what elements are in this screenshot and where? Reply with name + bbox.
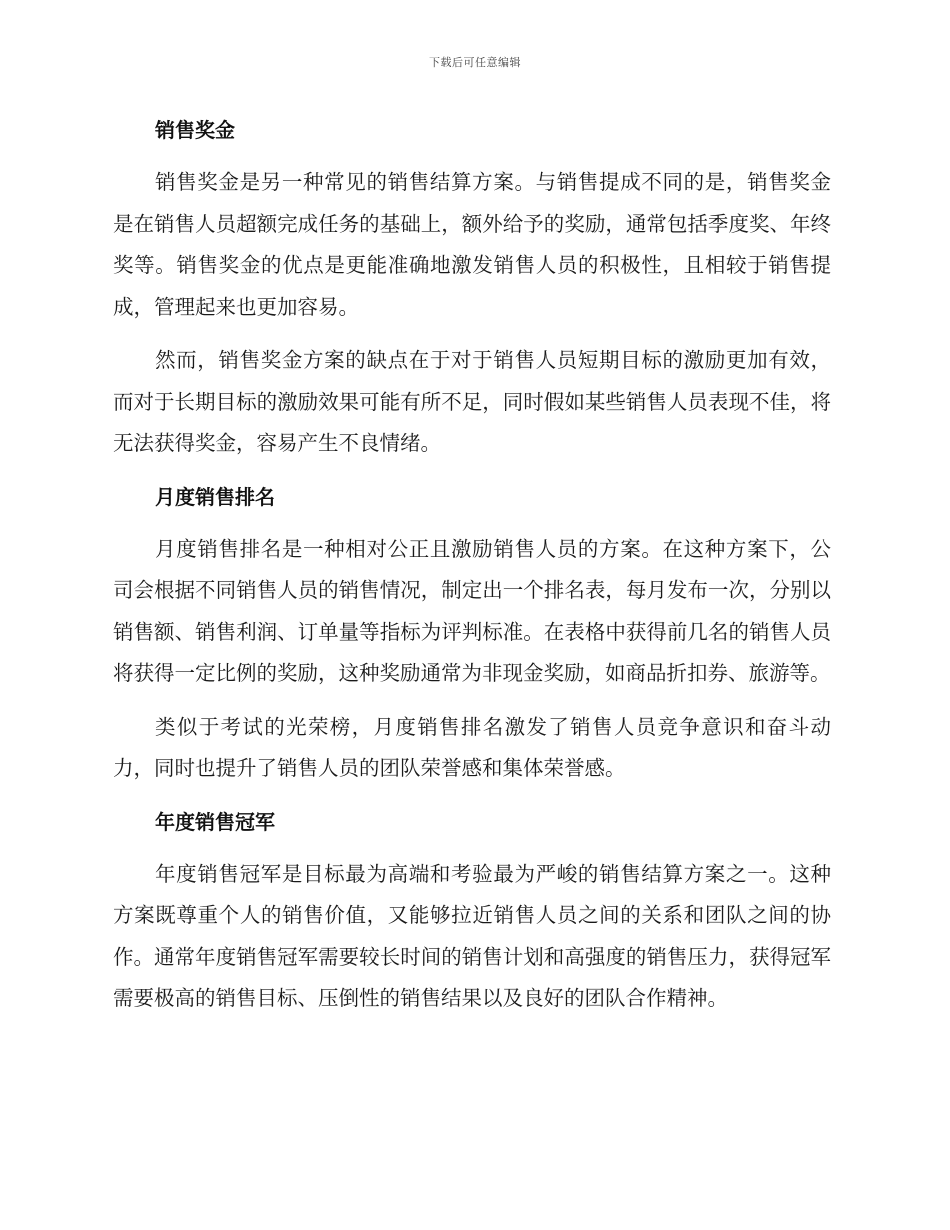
section-heading: 月度销售排名 [155, 484, 275, 509]
paragraph: 销售奖金是另一种常见的销售结算方案。与销售提成不同的是，销售奖金是在销售人员超额完成任务的基础上，额外给予的奖励，通常包括季度奖、年终奖等。销售奖金的优点是更能准确地激发销售人员的积极性，且相较于销售提成，管理起来也更加容易。 [113, 170, 831, 319]
page-header: 下载后可任意编辑 [429, 56, 521, 69]
paragraph: 类似于考试的光荣榜，月度销售排名激发了销售人员竞争意识和奋斗动力，同时也提升了销售人员的团队荣誉感和集体荣誉感。 [113, 714, 831, 780]
section-heading: 销售奖金 [155, 118, 235, 142]
section-monthly-ranking [113, 477, 831, 790]
document-body [113, 110, 831, 1032]
paragraph: 然而，销售奖金方案的缺点在于对于销售人员短期目标的激励更加有效，而对于长期目标的激励效果可能有所不足，同时假如某些销售人员表现不佳，将无法获得奖金，容易产生不良情绪。 [113, 348, 831, 455]
section-annual-champion [113, 802, 831, 1020]
section-heading: 年度销售冠军 [155, 809, 275, 834]
section-sales-bonus [113, 110, 831, 465]
paragraph: 年度销售冠军是目标最为高端和考验最为严峻的销售结算方案之一。这种方案既尊重个人的销售价值，又能够拉近销售人员之间的关系和团队之间的协作。通常年度销售冠军需要较长时间的销售计划和高强度的销售压力，获得冠军需要极高的销售目标、压倒性的销售结果以及良好的团队合作精神。 [113, 861, 831, 1010]
paragraph: 月度销售排名是一种相对公正且激励销售人员的方案。在这种方案下，公司会根据不同销售人员的销售情况，制定出一个排名表，每月发布一次，分别以销售额、销售利润、订单量等指标为评判标准。在表格中获得前几名的销售人员将获得一定比例的奖励，这种奖励通常为非现金奖励，如商品折扣券、旅游等。 [113, 536, 831, 685]
